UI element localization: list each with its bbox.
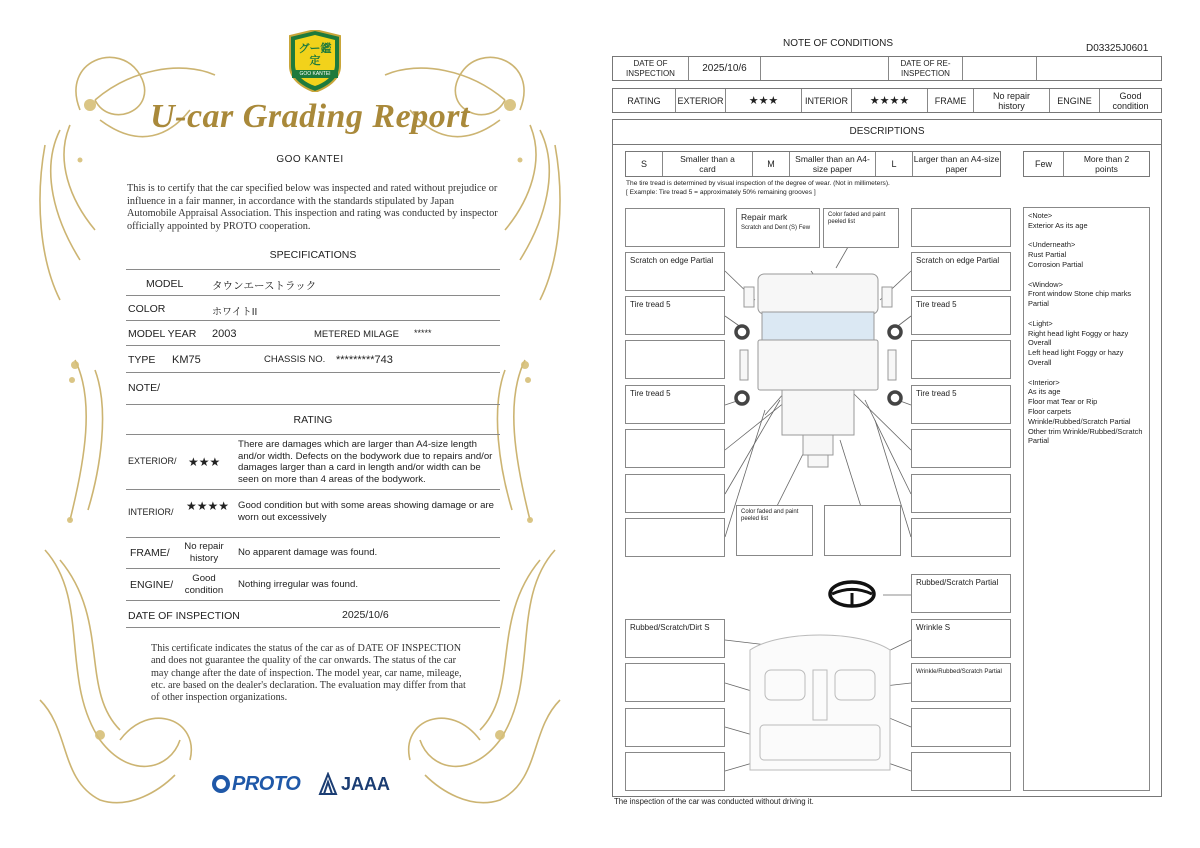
color-faded-bottom-label: Color faded and paint peeled list xyxy=(741,509,799,522)
legend-l: L xyxy=(876,152,913,176)
note-line: Left head light Foggy or hazy Overall xyxy=(1028,348,1124,367)
spec-row-note xyxy=(126,373,500,405)
rating-row-engine xyxy=(126,569,500,601)
note-line: Right head light Foggy or hazy Overall xyxy=(1028,328,1129,348)
chassis-value: *********743 xyxy=(336,354,393,366)
desc-box-10 xyxy=(625,518,725,557)
tire-fl-label: Tire tread 5 xyxy=(630,300,671,309)
jaaa-logo xyxy=(318,771,390,797)
note-line: <Light> xyxy=(1028,318,1053,328)
date-of-reinspection-label: DATE OF RE-INSPECTION xyxy=(889,57,963,80)
conditions-footer: The inspection of the car was conducted without driving it. xyxy=(614,797,814,806)
repair-mark-sub: Scratch and Dent (S) Few xyxy=(741,225,811,231)
tire-front-left-icon xyxy=(736,326,748,338)
legend-l-desc: Larger than an A4-size paper xyxy=(913,154,1000,174)
legend-few: Few xyxy=(1024,152,1064,176)
spec-row-type xyxy=(126,346,500,373)
desc-box-scratch-left xyxy=(625,252,725,291)
desc-box-6 xyxy=(911,429,1011,468)
frame-label: FRAME/ xyxy=(130,547,170,559)
chassis-label: CHASSIS NO. xyxy=(264,354,326,365)
scratch-right-label: Scratch on edge Partial xyxy=(916,256,1000,265)
rating-frame-value: No repair history xyxy=(974,89,1050,112)
type-label: TYPE xyxy=(128,354,156,366)
rating-row-frame xyxy=(126,538,500,569)
desc-box-wrinkle xyxy=(911,619,1011,658)
tire-note-1: The tire tread is determined by visual inspection of the degree of wear. (Not in millimeters). xyxy=(626,180,890,187)
steering-wheel-icon xyxy=(830,582,874,606)
desc-box-12 xyxy=(625,663,725,702)
date-value: 2025/10/6 xyxy=(342,609,389,621)
rating-row-exterior xyxy=(126,436,500,490)
certificate-title: U-car Grading Report xyxy=(150,98,470,135)
desc-box-15 xyxy=(625,752,725,791)
note-line: <Window> xyxy=(1028,279,1063,289)
note-line: <Note> xyxy=(1028,211,1053,220)
desc-box-steering xyxy=(911,574,1011,613)
tire-note-2: [ Example: Tire tread 5 = approximately 50% remaining grooves ] xyxy=(626,189,816,196)
goo-kantei-badge xyxy=(286,30,344,92)
tire-fr-label: Tire tread 5 xyxy=(916,300,957,309)
note-line xyxy=(1028,368,1145,378)
note-line: As its age xyxy=(1028,387,1061,397)
rating-exterior-label: EXTERIOR xyxy=(676,89,726,112)
note-label: NOTE/ xyxy=(128,382,161,394)
document-id: D03325J0601 xyxy=(1086,43,1149,54)
spec-heading: SPECIFICATIONS xyxy=(269,249,357,261)
rating-engine-label: ENGINE xyxy=(1050,89,1100,112)
note-line: Corrosion Partial xyxy=(1028,259,1084,269)
desc-box-8 xyxy=(911,474,1011,513)
interior-label: INTERIOR/ xyxy=(128,507,174,517)
date-row xyxy=(126,601,500,628)
date-label: DATE OF INSPECTION xyxy=(128,610,240,622)
desc-box-scratch-right xyxy=(911,252,1011,291)
desc-box-2 xyxy=(911,208,1011,247)
spec-row-model-year xyxy=(126,321,500,346)
desc-box-rubbed-dirt xyxy=(625,619,725,658)
model-label: MODEL xyxy=(146,278,184,290)
rating-top-rule xyxy=(126,420,500,435)
rubbed-dirt-label: Rubbed/Scratch/Dirt S xyxy=(630,623,710,632)
conditions-title: NOTE OF CONDITIONS xyxy=(783,38,893,49)
spec-row-model xyxy=(126,271,500,296)
notes-list xyxy=(1024,208,1149,449)
model-year-value: 2003 xyxy=(212,328,237,340)
model-value: タウンエーストラック xyxy=(212,280,317,292)
rating-interior-label: INTERIOR xyxy=(802,89,852,112)
date-of-inspection-label: DATE OF INSPECTION xyxy=(613,57,689,80)
note-line xyxy=(1028,270,1145,280)
color-value: ホワイトII xyxy=(212,307,258,318)
notes-panel xyxy=(1023,207,1150,791)
color-faded-top-label: Color faded and paint peeled list xyxy=(828,212,886,225)
desc-box-5 xyxy=(625,429,725,468)
note-line: Exterior As its age xyxy=(1028,220,1088,230)
scratch-left-label: Scratch on edge Partial xyxy=(630,256,714,265)
frame-description: No apparent damage was found. xyxy=(238,547,378,558)
note-line: <Underneath> xyxy=(1028,240,1076,250)
note-line: Other trim Wrinkle/Rubbed/Scratch Partial xyxy=(1028,426,1143,446)
exterior-label: EXTERIOR/ xyxy=(128,456,177,466)
color-label: COLOR xyxy=(128,303,166,315)
legend-s: S xyxy=(626,152,663,176)
rating-heading: RATING xyxy=(293,414,333,426)
steering-label: Rubbed/Scratch Partial xyxy=(916,578,999,587)
desc-box-13 xyxy=(625,708,725,747)
interior-outline xyxy=(750,635,890,770)
note-line: Front window Stone chip marks Partial xyxy=(1028,289,1132,309)
proto-logo-text: PROTO xyxy=(232,772,301,795)
legend-few-desc: More than 2 points xyxy=(1083,154,1130,174)
rating-row-interior xyxy=(126,490,500,538)
desc-box-color-faded-top xyxy=(823,208,899,248)
spec-top-rule xyxy=(126,256,500,270)
jaaa-logo-icon xyxy=(318,772,338,796)
interior-stars: ★★★★ xyxy=(186,499,230,513)
note-line: Rust Partial xyxy=(1028,250,1067,260)
legend-m-desc: Smaller than an A4-size paper xyxy=(790,152,876,176)
desc-box-4 xyxy=(911,340,1011,379)
rating-frame-label: FRAME xyxy=(928,89,974,112)
note-line: <Interior> xyxy=(1028,377,1060,387)
desc-box-color-faded-bottom xyxy=(736,505,813,556)
exterior-description: There are damages which are larger than A4-size length and/or width. Defects on the bodywork due to repairs and/or damages larger than a card in length and/or width can be seen on more than 4 areas of the bodywork. xyxy=(238,439,493,485)
note-line: Floor mat Tear or Rip xyxy=(1028,397,1098,407)
truck-outline xyxy=(740,274,896,467)
mileage-value: ***** xyxy=(414,328,432,338)
type-value: KM75 xyxy=(172,354,201,366)
legend-m: M xyxy=(753,152,790,176)
tire-rear-right-icon xyxy=(889,392,901,404)
desc-box-tire-fl xyxy=(625,296,725,335)
rating-exterior-stars: ★★★ xyxy=(726,89,802,112)
certificate-intro: This is to certify that the car specified below was inspected and rated without prejudice or influence in a fair manner, in accordance with the standards stipulated by Japan Automobile Appraisal Association. This inspection and rating was conducted by inspector officially appointed by PROTO cooperation. xyxy=(127,183,498,232)
note-line xyxy=(1028,231,1145,241)
exterior-stars: ★★★ xyxy=(188,455,221,469)
frame-value: No repair history xyxy=(184,541,224,564)
rating-engine-value: Good condition xyxy=(1112,90,1149,111)
rating-label: RATING xyxy=(613,89,676,112)
descriptions-heading: DESCRIPTIONS xyxy=(612,119,1162,145)
desc-box-14 xyxy=(911,708,1011,747)
repair-mark-label: Repair mark xyxy=(741,212,788,222)
legend-s-desc: Smaller than a card xyxy=(663,152,753,176)
tire-rl-label: Tire tread 5 xyxy=(630,389,671,398)
tire-rear-left-icon xyxy=(736,392,748,404)
conditions-page xyxy=(600,0,1200,848)
certificate-footer-note: This certificate indicates the status of the car as of DATE OF INSPECTION and does not guarantee the quality of the car onwards. The status of the car may change after the date of inspection. The model year, car name, mileage, etc. are based on the dealer's declaration. The evaluation may differ from that of other inspection organizations. xyxy=(151,643,466,704)
jaaa-logo-text: JAAA xyxy=(341,773,391,794)
desc-box-11 xyxy=(911,518,1011,557)
proto-logo xyxy=(212,771,300,797)
mileage-label: METERED MILAGE xyxy=(314,329,399,340)
desc-box-tire-fr xyxy=(911,296,1011,335)
note-line xyxy=(1028,309,1145,319)
model-year-label: MODEL YEAR xyxy=(128,328,197,340)
desc-box-1 xyxy=(625,208,725,247)
wrinkle-label: Wrinkle S xyxy=(916,623,951,632)
interior-description: Good condition but with some areas showing damage or are worn out excessively xyxy=(238,500,494,523)
desc-box-9 xyxy=(824,505,901,556)
rating-interior-stars: ★★★★ xyxy=(852,89,928,112)
badge-text: グー鑑定 xyxy=(298,43,332,67)
date-of-inspection-value: 2025/10/6 xyxy=(689,57,761,80)
desc-box-tire-rr xyxy=(911,385,1011,424)
proto-logo-icon xyxy=(212,775,230,793)
desc-box-tire-rl xyxy=(625,385,725,424)
desc-box-7 xyxy=(625,474,725,513)
desc-box-repair-mark xyxy=(736,208,820,248)
desc-box-3 xyxy=(625,340,725,379)
engine-value: Good condition xyxy=(184,573,224,596)
spec-row-color xyxy=(126,296,500,321)
tire-front-right-icon xyxy=(889,326,901,338)
wrinkle-partial-label: Wrinkle/Rubbed/Scratch Partial xyxy=(916,668,1002,675)
desc-box-16 xyxy=(911,752,1011,791)
certificate-subtitle: GOO KANTEI xyxy=(276,154,344,165)
badge-ribbon-text: GOO KANTEI xyxy=(299,71,331,77)
desc-box-wrinkle-partial xyxy=(911,663,1011,702)
tire-rr-label: Tire tread 5 xyxy=(916,389,957,398)
engine-description: Nothing irregular was found. xyxy=(238,579,358,590)
note-line: Floor carpets Wrinkle/Rubbed/Scratch Partial xyxy=(1028,406,1131,426)
engine-label: ENGINE/ xyxy=(130,579,174,591)
